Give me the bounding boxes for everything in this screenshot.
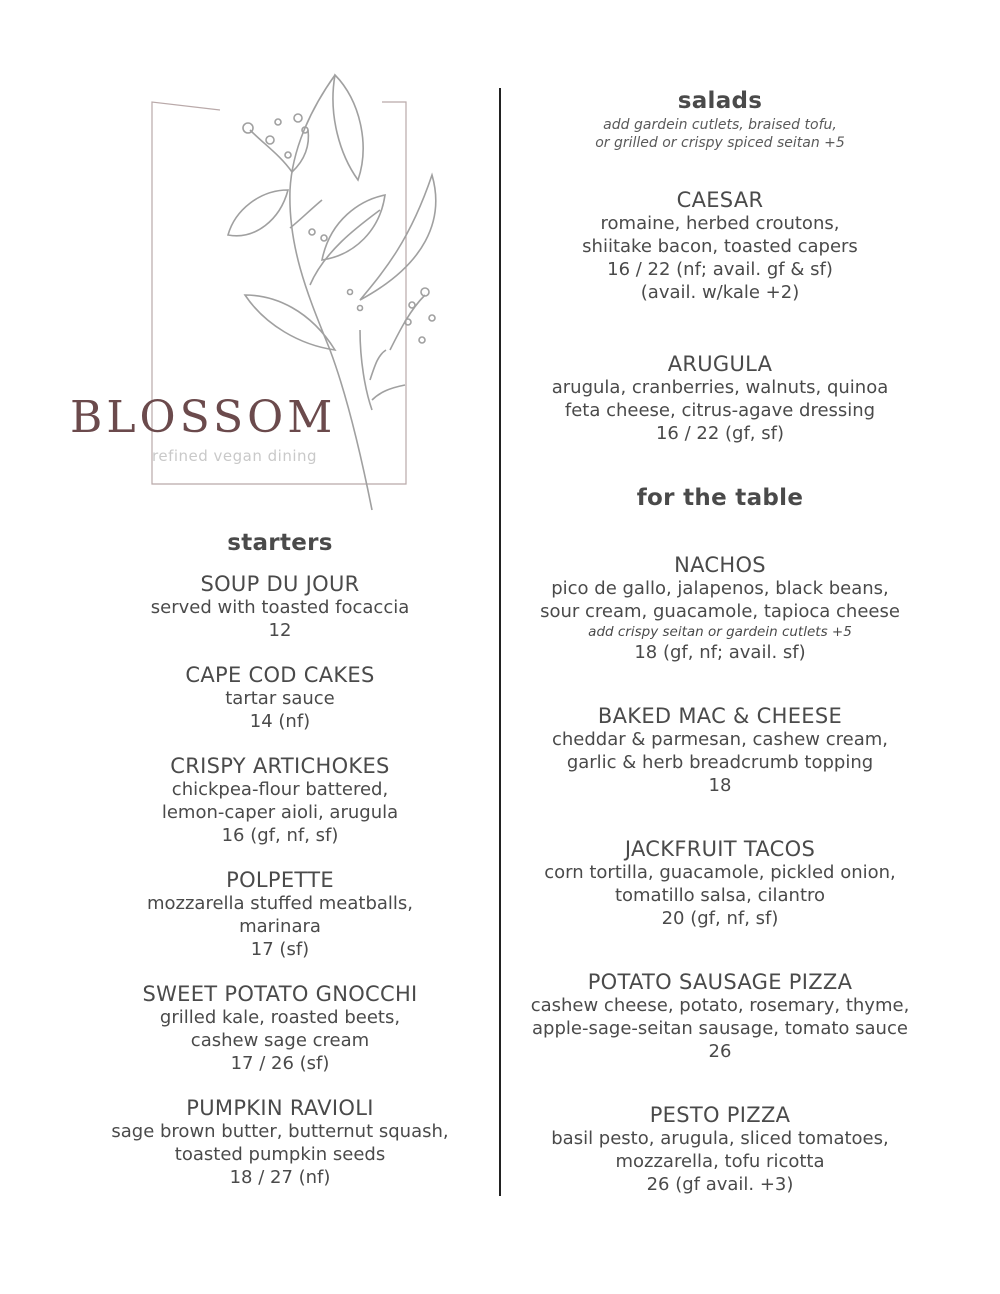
item-description: tomatillo salsa, cilantro — [614, 885, 826, 906]
item-name: CAPE COD CAKES — [185, 663, 375, 687]
item-price: 16 / 22 (gf, sf) — [655, 423, 784, 444]
salads-addon-note: or grilled or crispy spiced seitan +5 — [595, 135, 845, 151]
item-description: sage brown butter, butternut squash, — [111, 1121, 449, 1142]
item-price: 17 (sf) — [250, 939, 310, 960]
menu-item — [500, 704, 940, 797]
item-description: romaine, herbed croutons, — [600, 213, 840, 234]
item-description: corn tortilla, guacamole, pickled onion, — [544, 862, 896, 883]
item-description: toasted pumpkin seeds — [174, 1144, 386, 1165]
item-addon-note: add crispy seitan or gardein cutlets +5 — [588, 624, 852, 640]
item-name: JACKFRUIT TACOS — [624, 837, 816, 861]
item-name: ARUGULA — [667, 352, 773, 376]
item-price: 20 (gf, nf, sf) — [661, 908, 779, 929]
item-name: PUMPKIN RAVIOLI — [186, 1096, 374, 1120]
item-price: 18 — [708, 775, 732, 796]
item-description: pico de gallo, jalapenos, black beans, — [551, 578, 889, 599]
item-name: BAKED MAC & CHEESE — [597, 704, 843, 728]
item-name: POTATO SAUSAGE PIZZA — [587, 970, 853, 994]
for-the-table-title: for the table — [636, 485, 804, 511]
item-description: sour cream, guacamole, tapioca cheese — [540, 601, 900, 622]
menu-item — [60, 754, 500, 847]
item-description: cheddar & parmesan, cashew cream, — [551, 729, 889, 750]
item-description: chickpea-flour battered, — [171, 779, 389, 800]
item-name: PESTO PIZZA — [649, 1103, 791, 1127]
menu-item — [60, 1096, 500, 1189]
for-the-table-section — [500, 483, 940, 1196]
item-description: marinara — [239, 916, 321, 937]
item-name: POLPETTE — [226, 868, 334, 892]
menu-item — [60, 868, 500, 961]
right-column — [500, 86, 940, 1196]
item-price: 12 — [268, 620, 292, 641]
menu-item — [500, 352, 940, 445]
item-price: 17 / 26 (sf) — [230, 1053, 330, 1074]
item-price: 26 — [708, 1041, 732, 1062]
item-description: arugula, cranberries, walnuts, quinoa — [551, 377, 889, 398]
item-description: garlic & herb breadcrumb topping — [566, 752, 874, 773]
item-price: 16 / 22 (nf; avail. gf & sf) — [607, 259, 833, 280]
item-name: CAESAR — [676, 188, 764, 212]
starters-title: starters — [227, 530, 333, 556]
item-description: apple-sage-seitan sausage, tomato sauce — [532, 1018, 908, 1039]
menu-item — [60, 572, 500, 642]
item-description: tartar sauce — [225, 688, 335, 709]
item-name: SWEET POTATO GNOCCHI — [142, 982, 418, 1006]
item-name: SOUP DU JOUR — [200, 572, 360, 596]
menu-item — [500, 1103, 940, 1196]
menu-item — [500, 970, 940, 1063]
menu-item — [500, 188, 940, 304]
item-name: NACHOS — [674, 553, 766, 577]
item-description: served with toasted focaccia — [150, 597, 410, 618]
item-description: mozzarella stuffed meatballs, — [146, 893, 414, 914]
menu-item — [60, 982, 500, 1075]
item-price: 26 (gf avail. +3) — [646, 1174, 794, 1195]
salads-addon-note: add gardein cutlets, braised tofu, — [603, 117, 837, 133]
item-option: (avail. w/kale +2) — [640, 282, 800, 303]
menu-item — [60, 663, 500, 733]
item-description: feta cheese, citrus-agave dressing — [564, 400, 876, 421]
salads-title: salads — [677, 88, 763, 114]
item-description: basil pesto, arugula, sliced tomatoes, — [551, 1128, 889, 1149]
brand-name: BLOSSOM — [70, 392, 337, 443]
item-description: shiitake bacon, toasted capers — [582, 236, 858, 257]
item-description: cashew cheese, potato, rosemary, thyme, — [530, 995, 910, 1016]
menu-item — [500, 837, 940, 930]
item-description: grilled kale, roasted beets, — [159, 1007, 401, 1028]
salads-section — [500, 86, 940, 445]
item-name: CRISPY ARTICHOKES — [170, 754, 390, 778]
item-price: 18 (gf, nf; avail. sf) — [634, 642, 806, 663]
item-price: 18 / 27 (nf) — [229, 1167, 331, 1188]
item-description: cashew sage cream — [190, 1030, 370, 1051]
starters-section — [60, 528, 500, 1189]
item-price: 16 (gf, nf, sf) — [221, 825, 339, 846]
item-description: mozzarella, tofu ricotta — [615, 1151, 825, 1172]
item-description: lemon-caper aioli, arugula — [161, 802, 399, 823]
menu-item — [500, 553, 940, 664]
item-price: 14 (nf) — [249, 711, 311, 732]
brand-tagline: refined vegan dining — [152, 447, 318, 465]
